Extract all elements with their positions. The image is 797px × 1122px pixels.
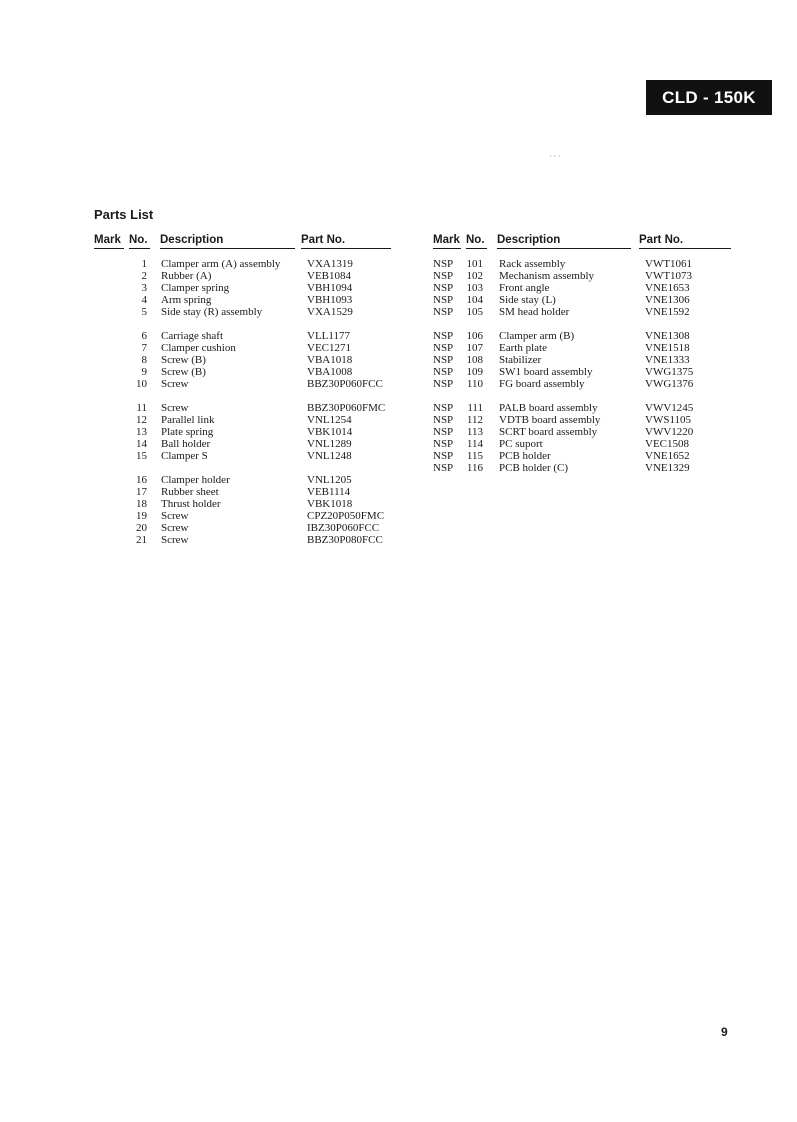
cell-description: Clamper spring [161, 282, 230, 294]
cell-description: Clamper S [161, 450, 208, 462]
cell-part-no: VWT1073 [645, 270, 693, 282]
cell-part-no: CPZ20P050FMC [307, 510, 385, 522]
cell-no: 106 [466, 330, 483, 342]
cell-no: 111 [467, 402, 483, 414]
cell-description: Screw [161, 510, 189, 522]
cell-part-no: VNL1289 [307, 438, 352, 450]
cell-no: 15 [136, 450, 147, 462]
cell-no: 108 [466, 354, 483, 366]
cell-description: Rack assembly [499, 258, 566, 270]
cell-description: Plate spring [161, 426, 214, 438]
cell-description: Mechanism assembly [499, 270, 595, 282]
cell-description: PALB board assembly [499, 402, 598, 414]
cell-part-no: IBZ30P060FCC [307, 522, 380, 534]
cell-no: 19 [136, 510, 147, 522]
cell-no: 115 [466, 450, 483, 462]
cell-no: 17 [136, 486, 147, 498]
left-header-description: Description [160, 233, 295, 249]
cell-description: SCRT board assembly [499, 426, 598, 438]
left-header-no: No. [129, 233, 150, 249]
cell-no: 101 [466, 258, 483, 270]
cell-description: SW1 board assembly [499, 366, 593, 378]
left-header-mark: Mark [94, 233, 124, 249]
cell-mark: NSP [433, 402, 454, 414]
cell-no: 7 [141, 342, 147, 354]
cell-description: Screw [161, 534, 189, 546]
cell-part-no: VWG1375 [645, 366, 694, 378]
cell-part-no: VBH1093 [307, 294, 353, 306]
cell-description: Clamper cushion [161, 342, 236, 354]
cell-mark: NSP [433, 282, 454, 294]
cell-part-no: VBK1014 [307, 426, 353, 438]
cell-part-no: VNE1592 [645, 306, 690, 318]
cell-description: PC suport [499, 438, 543, 450]
cell-part-no: BBZ30P060FMC [307, 402, 386, 414]
cell-description: Rubber (A) [161, 270, 212, 282]
cell-mark: NSP [433, 270, 454, 282]
cell-no: 10 [136, 378, 147, 390]
cell-description: Clamper holder [161, 474, 230, 486]
cell-no: 11 [136, 402, 147, 414]
cell-part-no: VNE1308 [645, 330, 690, 342]
cell-part-no: VNL1254 [307, 414, 352, 426]
cell-mark: NSP [433, 462, 454, 474]
cell-no: 8 [141, 354, 147, 366]
cell-no: 18 [136, 498, 147, 510]
right-header-no: No. [466, 233, 487, 249]
cell-part-no: VXA1529 [307, 306, 353, 318]
cell-mark: NSP [433, 366, 454, 378]
cell-part-no: VNE1333 [645, 354, 690, 366]
cell-description: Arm spring [161, 294, 212, 306]
cell-mark: NSP [433, 438, 454, 450]
model-badge: CLD - 150K [646, 80, 772, 115]
cell-description: Side stay (L) [499, 294, 556, 306]
right-header-description: Description [497, 233, 631, 249]
cell-part-no: VNL1248 [307, 450, 352, 462]
cell-mark: NSP [433, 414, 454, 426]
cell-part-no: VWG1376 [645, 378, 694, 390]
cell-description: Screw [161, 522, 189, 534]
cell-description: PCB holder (C) [499, 462, 569, 474]
cell-mark: NSP [433, 258, 454, 270]
cell-part-no: VEB1084 [307, 270, 351, 282]
cell-part-no: VNE1653 [645, 282, 690, 294]
cell-no: 102 [466, 270, 483, 282]
cell-part-no: VNE1518 [645, 342, 690, 354]
cell-part-no: VBK1018 [307, 498, 353, 510]
cell-no: 5 [141, 306, 147, 318]
cell-mark: NSP [433, 330, 454, 342]
cell-part-no: VNE1329 [645, 462, 690, 474]
cell-description: Earth plate [499, 342, 547, 354]
cell-part-no: VEC1271 [307, 342, 351, 354]
cell-part-no: VBA1008 [307, 366, 353, 378]
cell-no: 113 [466, 426, 483, 438]
cell-description: Thrust holder [161, 498, 221, 510]
left-header-part-no: Part No. [301, 233, 391, 249]
cell-part-no: VWS1105 [645, 414, 692, 426]
cell-no: 104 [466, 294, 483, 306]
cell-no: 16 [136, 474, 147, 486]
page-number: 9 [721, 1025, 728, 1039]
cell-no: 13 [136, 426, 147, 438]
cell-no: 21 [136, 534, 147, 546]
cell-no: 9 [141, 366, 147, 378]
cell-no: 2 [141, 270, 147, 282]
cell-no: 109 [466, 366, 483, 378]
cell-part-no: VWV1220 [645, 426, 694, 438]
cell-mark: NSP [433, 294, 454, 306]
cell-description: Carriage shaft [161, 330, 223, 342]
cell-part-no: VWV1245 [645, 402, 694, 414]
cell-part-no: VLL1177 [307, 330, 350, 342]
cell-no: 1 [141, 258, 147, 270]
cell-no: 3 [141, 282, 147, 294]
cell-no: 114 [466, 438, 483, 450]
cell-mark: NSP [433, 450, 454, 462]
cell-description: Clamper arm (A) assembly [161, 258, 281, 270]
cell-description: SM head holder [499, 306, 570, 318]
cell-no: 14 [136, 438, 147, 450]
cell-part-no: VBH1094 [307, 282, 353, 294]
cell-description: Ball holder [161, 438, 211, 450]
cell-mark: NSP [433, 354, 454, 366]
cell-no: 4 [141, 294, 147, 306]
cell-part-no: VNE1306 [645, 294, 690, 306]
cell-description: VDTB board assembly [499, 414, 601, 426]
cell-description: FG board assembly [499, 378, 585, 390]
cell-no: 20 [136, 522, 147, 534]
cell-description: Clamper arm (B) [499, 330, 575, 342]
cell-no: 110 [466, 378, 483, 390]
cell-no: 107 [466, 342, 483, 354]
cell-part-no: VEB1114 [307, 486, 351, 498]
cell-description: Rubber sheet [161, 486, 219, 498]
cell-description: Stabilizer [499, 354, 542, 366]
cell-part-no: VBA1018 [307, 354, 353, 366]
cell-description: Screw (B) [161, 354, 206, 366]
scan-speck: · · · [549, 152, 561, 161]
cell-description: Screw (B) [161, 366, 206, 378]
cell-description: PCB holder [499, 450, 551, 462]
cell-part-no: BBZ30P080FCC [307, 534, 383, 546]
section-title: Parts List [94, 207, 154, 222]
cell-part-no: VWT1061 [645, 258, 693, 270]
cell-mark: NSP [433, 426, 454, 438]
cell-description: Parallel link [161, 414, 215, 426]
cell-description: Front angle [499, 282, 550, 294]
cell-part-no: VNE1652 [645, 450, 690, 462]
cell-mark: NSP [433, 378, 454, 390]
cell-no: 103 [466, 282, 483, 294]
right-header-part-no: Part No. [639, 233, 731, 249]
cell-description: Side stay (R) assembly [161, 306, 263, 318]
cell-no: 6 [141, 330, 147, 342]
cell-no: 112 [466, 414, 483, 426]
cell-description: Screw [161, 402, 189, 414]
cell-part-no: VXA1319 [307, 258, 353, 270]
cell-no: 105 [466, 306, 483, 318]
cell-description: Screw [161, 378, 189, 390]
cell-mark: NSP [433, 342, 454, 354]
right-header-mark: Mark [433, 233, 461, 249]
cell-part-no: VNL1205 [307, 474, 352, 486]
cell-no: 12 [136, 414, 147, 426]
cell-part-no: VEC1508 [645, 438, 689, 450]
cell-mark: NSP [433, 306, 454, 318]
cell-part-no: BBZ30P060FCC [307, 378, 383, 390]
cell-no: 116 [466, 462, 483, 474]
